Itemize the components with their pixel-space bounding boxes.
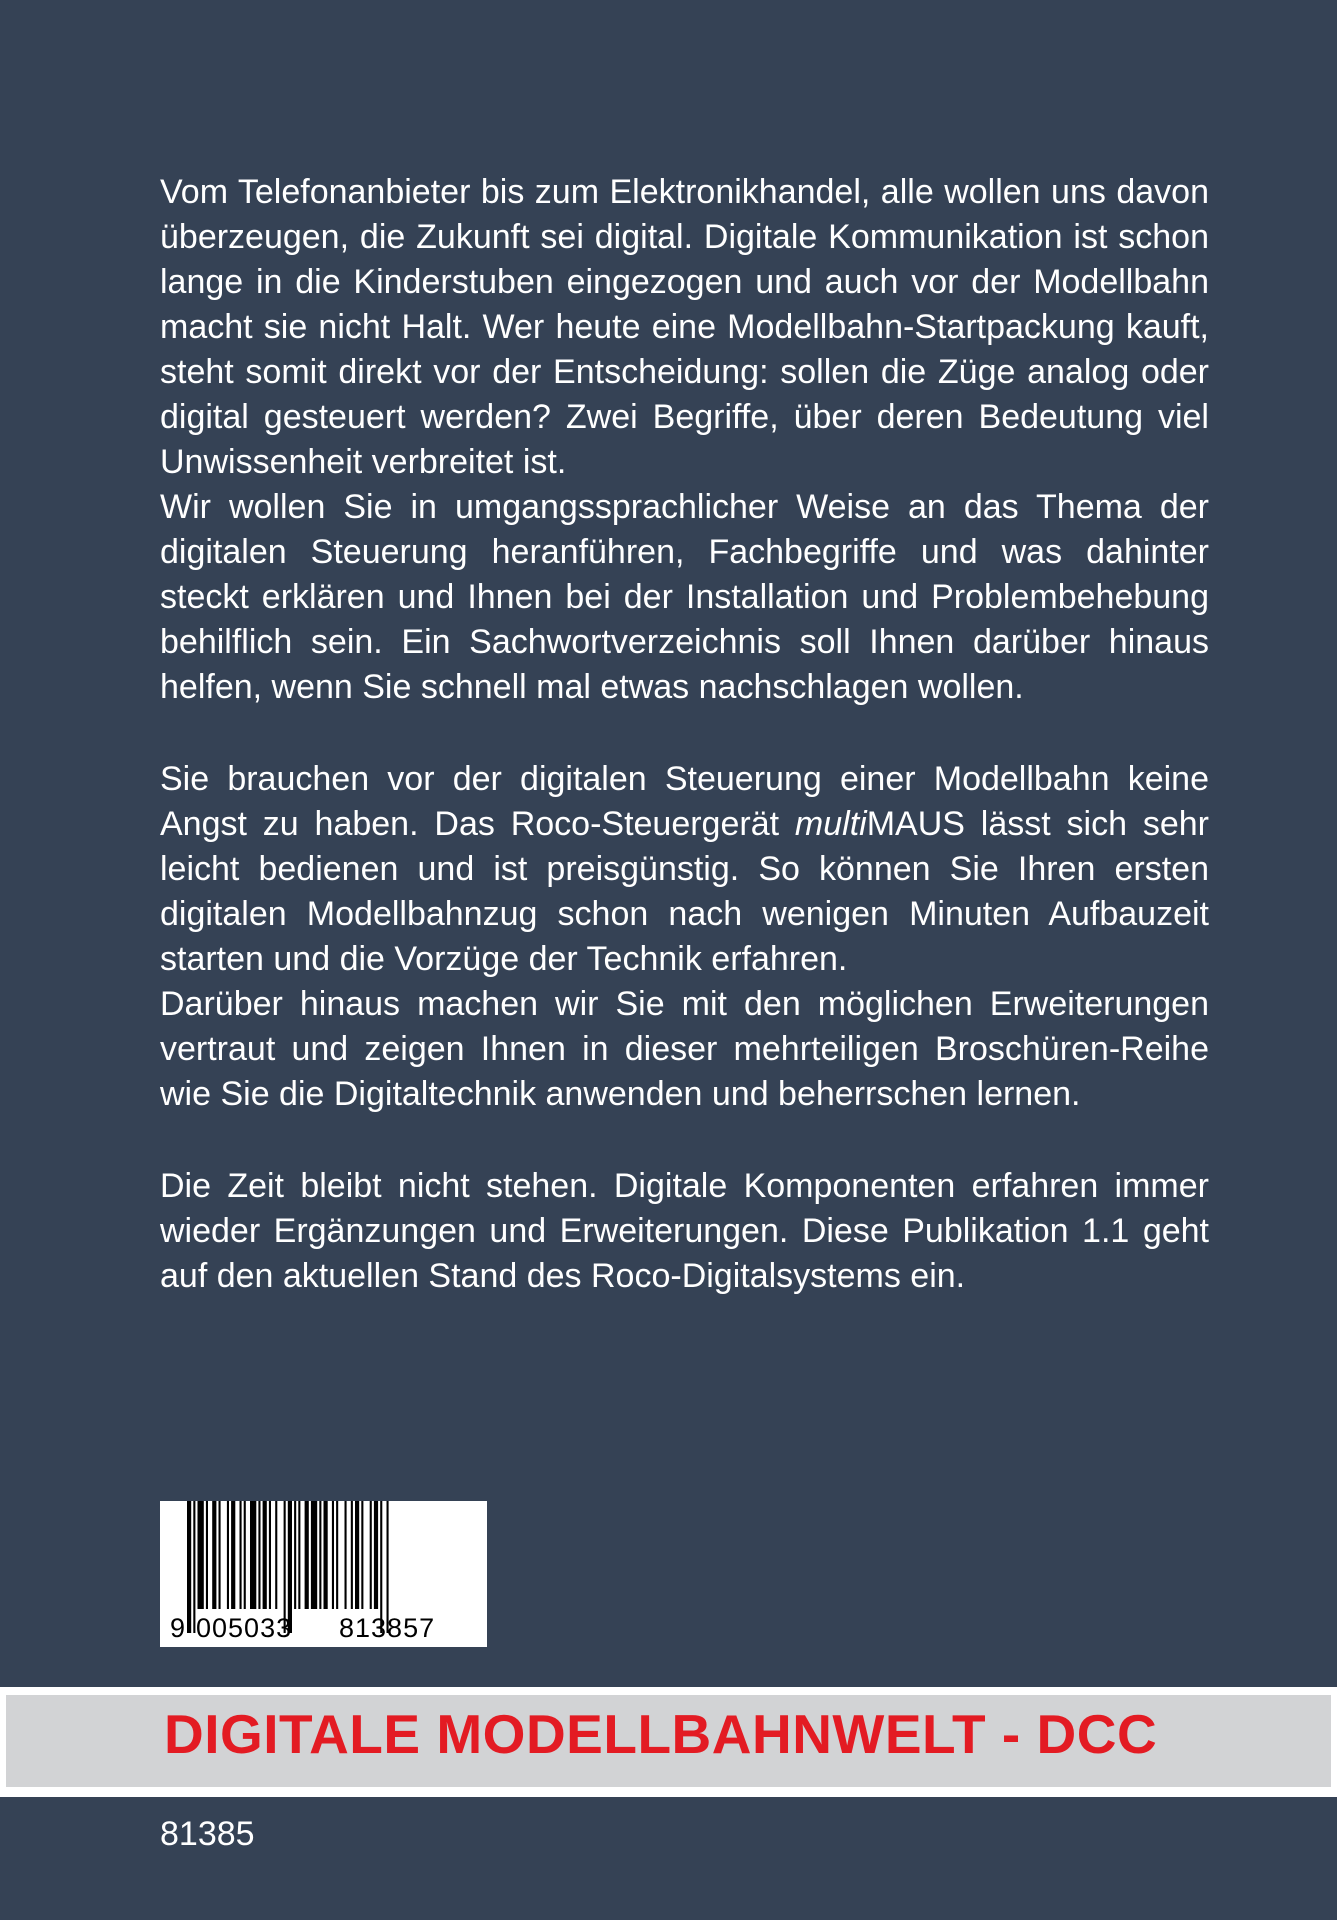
barcode-bar: [198, 1501, 204, 1609]
multimaus-paragraph-1: [160, 757, 1209, 982]
barcode-bar: [324, 1501, 328, 1609]
multimaus-paragraph-1-start: Sie brauchen vor der digitalen Steuerung einer Modellbahn keine Angst zu haben. Das Roco-Steuergerät: [160, 760, 1209, 843]
barcode-bar: [351, 1501, 353, 1609]
barcode-bar: [240, 1501, 242, 1609]
barcode-bar: [319, 1501, 321, 1609]
barcode-bar: [244, 1501, 246, 1609]
multi-italic-word: multi: [794, 805, 867, 843]
barcode-bar: [374, 1501, 378, 1609]
intro-text-block: [160, 170, 1209, 710]
title-band: [0, 1687, 1337, 1797]
barcode-bar: [269, 1501, 271, 1609]
multimaus-paragraph-2: Darüber hinaus machen wir Sie mit den möglichen Erweiterungen vertraut und zeigen Ihnen in dieser mehrteiligen Broschüren-Reihe wie Sie die Digitaltechnik anwenden und beherrschen lernen.: [160, 985, 1209, 1113]
barcode-bar: [258, 1501, 260, 1609]
barcode-number: [160, 1613, 487, 1643]
barcode-bar: [336, 1501, 338, 1609]
barcode-bar: [250, 1501, 256, 1609]
intro-paragraph-1: Vom Telefonanbieter bis zum Elektronikhandel, alle wollen uns davon überzeugen, die Zukunft sei digital. Digitale Kommunikation ist schon lange in die Kinderstuben eingezogen und auch vor der Modellbahn macht sie nicht Halt. Wer heute eine Modellbahn-Startpackung kauft, steht somit direkt vor der Entscheidung: sollen die Züge analog oder digital gesteuert werden? Zwei Begriffe, über deren Bedeutung viel Unwissenheit verbreitet ist.: [160, 173, 1209, 481]
article-number: 81385: [160, 1815, 255, 1853]
barcode: [160, 1501, 487, 1647]
barcode-bar: [370, 1501, 372, 1609]
publication-text-block: [160, 1164, 1209, 1299]
barcode-bar: [298, 1501, 300, 1609]
barcode-bar: [263, 1501, 267, 1609]
barcode-right-digits: 813857: [339, 1613, 436, 1643]
barcode-bar: [305, 1501, 309, 1609]
barcode-bar: [345, 1501, 347, 1609]
barcode-bar: [355, 1501, 359, 1609]
intro-paragraph-2: Wir wollen Sie in umgangssprachlicher Weise an das Thema der digitalen Steuerung heranführen, Fachbegriffe und was dahinter steckt erklären und Ihnen bei der Installation und Problembehebung behilflich sein. Ein Sachwortverzeichnis soll Ihnen darüber hinaus helfen, wenn Sie schnell mal etwas nachschlagen wollen.: [160, 488, 1209, 706]
barcode-bar: [311, 1501, 317, 1609]
barcode-bar: [332, 1501, 334, 1609]
barcode-bar: [275, 1501, 277, 1609]
barcode-first-digit: 9: [170, 1613, 186, 1643]
barcode-left-digits: 005033: [196, 1613, 293, 1643]
barcode-bar: [361, 1501, 363, 1609]
multimaus-paragraph-1-end: MAUS lässt sich sehr leicht bedienen und ist preisgünstig. So können Sie Ihren ersten digitalen Modellbahnzug schon nach wenigen Minuten Aufbauzeit starten und die Vorzüge der Technik erfahren.: [160, 805, 1209, 978]
barcode-bar: [294, 1501, 296, 1609]
publication-paragraph: Die Zeit bleibt nicht stehen. Digitale Komponenten erfahren immer wieder Ergänzungen und Erweiterungen. Diese Publikation 1.1 geht auf den aktuellen Stand des Roco-Digitalsystems ein.: [160, 1167, 1209, 1295]
barcode-bar: [227, 1501, 229, 1609]
barcode-bar: [231, 1501, 235, 1609]
barcode-bar: [212, 1501, 216, 1609]
series-title: DIGITALE MODELLBAHNWELT - DCC: [164, 1703, 1158, 1765]
barcode-bar: [219, 1501, 221, 1609]
barcode-bar: [206, 1501, 208, 1609]
multimaus-text-block: [160, 757, 1209, 1117]
